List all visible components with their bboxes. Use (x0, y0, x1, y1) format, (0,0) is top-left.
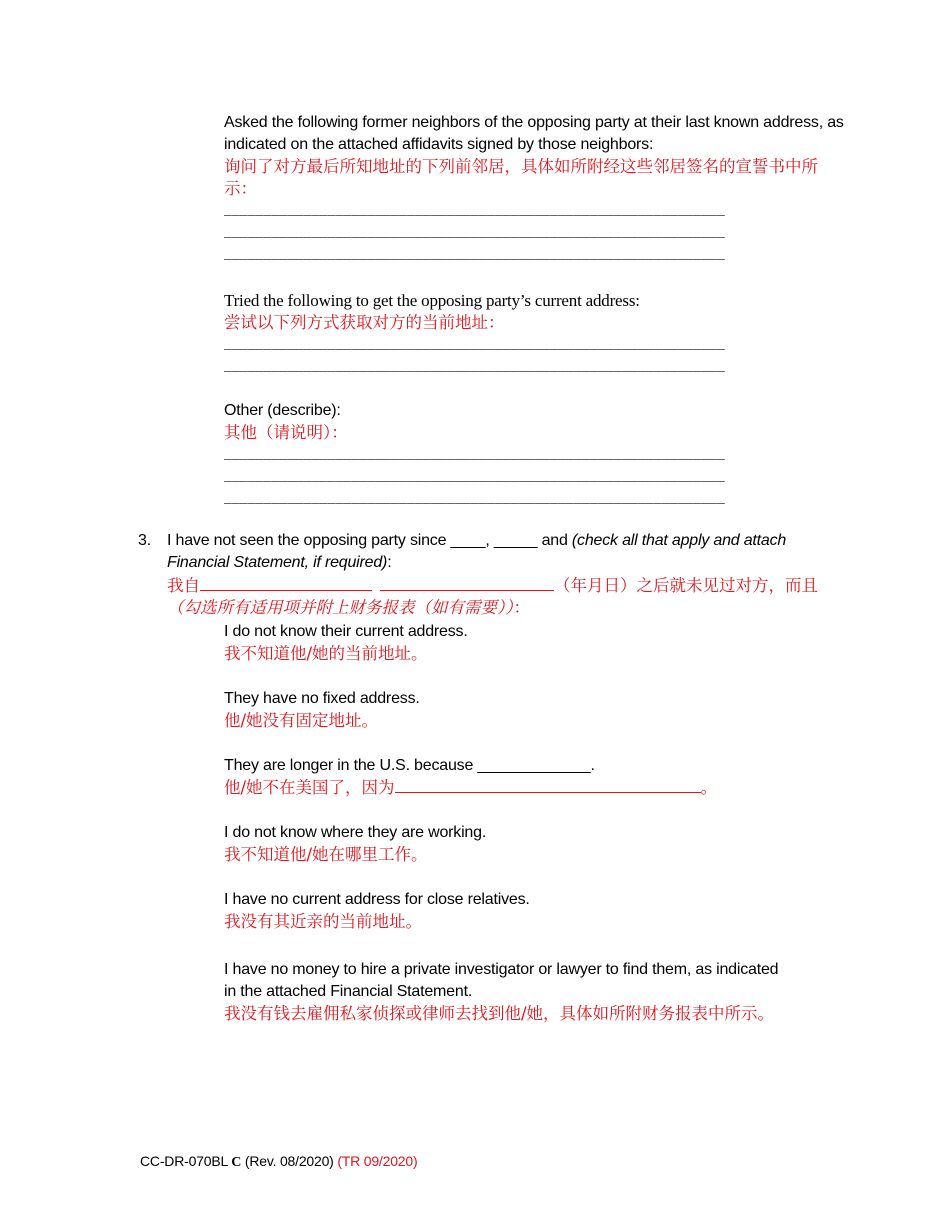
item-number: 3. (138, 532, 151, 549)
date-blank-2[interactable] (380, 576, 554, 591)
item3-zh-italic: （勾选所有适用项并附上财务报表（如有需要）） (167, 598, 514, 617)
other-line-2[interactable]: _______________________________________________________________ (224, 469, 725, 484)
form-footer (140, 1153, 417, 1171)
other-section (224, 400, 844, 510)
option-no-fixed-address (224, 688, 844, 732)
reason-blank[interactable] (395, 778, 701, 793)
item3-zh (167, 575, 847, 619)
option-not-in-us (224, 755, 844, 799)
neighbors-line-1[interactable]: _______________________________________________________________ (224, 203, 725, 218)
other-en: Other (describe): (224, 402, 341, 419)
item3-en-prefix: I have not seen the opposing party since ____, _____ and (167, 532, 572, 549)
neighbors-zh: 询问了对方最后所知地址的下列前邻居，具体如所附经这些邻居签名的宣誓书中所示： (224, 157, 818, 198)
option-en: I do not know where they are working. (224, 824, 487, 841)
option-unknown-workplace (224, 822, 844, 866)
item3-en-suffix: : (387, 554, 392, 571)
item3-zh-prefix: 我自 (167, 576, 200, 595)
tried-line-1[interactable]: _______________________________________________________________ (224, 337, 725, 352)
option-en: I do not know their current address. (224, 623, 468, 640)
option-en: They are longer in the U.S. because _____________. (224, 757, 595, 774)
item3-zh-middle: （年月日）之后就未见过对方，而且 (554, 576, 818, 595)
form-id: CC-DR-070BL (140, 1153, 228, 1169)
item3-header (167, 530, 847, 619)
other-line-1[interactable]: _______________________________________________________________ (224, 447, 725, 462)
tried-line-2[interactable]: _______________________________________________________________ (224, 359, 725, 374)
option-zh: 我不知道他/她的当前地址。 (224, 644, 428, 663)
option-en: I have no current address for close relatives. (224, 891, 530, 908)
other-zh: 其他（请说明）： (224, 423, 348, 442)
option-en: They have no fixed address. (224, 690, 420, 707)
item3-en (167, 530, 847, 574)
tried-en: Tried the following to get the opposing party’s current address: (224, 291, 640, 310)
option-zh (224, 777, 844, 799)
translation-revision: (TR 09/2020) (337, 1153, 418, 1169)
tried-zh: 尝试以下列方式获取对方的当前地址： (224, 313, 505, 332)
item3-zh-suffix: ： (513, 598, 530, 617)
revision: (Rev. 08/2020) (244, 1153, 334, 1169)
neighbors-section (224, 112, 844, 266)
date-blank-1[interactable] (200, 576, 372, 591)
option-en: I have no money to hire a private investigator or lawyer to find them, as indicated in the attached Financial Statement. (224, 961, 779, 1000)
item3-en-italic: (check all that apply and attach Financial Statement, if required) (167, 532, 787, 571)
neighbors-en: Asked the following former neighbors of the opposing party at their last known address, as indicated on the attached affidavits signed by those neighbors: (224, 114, 844, 153)
option-no-current-address (224, 621, 844, 665)
option-zh: 我没有钱去雇佣私家侦探或律师去找到他/她，具体如所附财务报表中所示。 (224, 1004, 775, 1023)
option-zh-suffix: 。 (700, 778, 718, 797)
tried-section (224, 290, 844, 378)
neighbors-line-3[interactable]: _______________________________________________________________ (224, 247, 725, 262)
option-zh: 我没有其近亲的当前地址。 (224, 912, 422, 931)
option-zh-prefix: 他/她不在美国了，因为 (224, 778, 395, 797)
option-no-relatives-address (224, 889, 844, 933)
option-no-money (224, 959, 824, 1025)
language-code: C (231, 1155, 242, 1170)
other-line-3[interactable]: _______________________________________________________________ (224, 491, 725, 506)
option-zh: 我不知道他/她在哪里工作。 (224, 845, 428, 864)
option-zh: 他/她没有固定地址。 (224, 711, 379, 730)
neighbors-line-2[interactable]: _______________________________________________________________ (224, 225, 725, 240)
